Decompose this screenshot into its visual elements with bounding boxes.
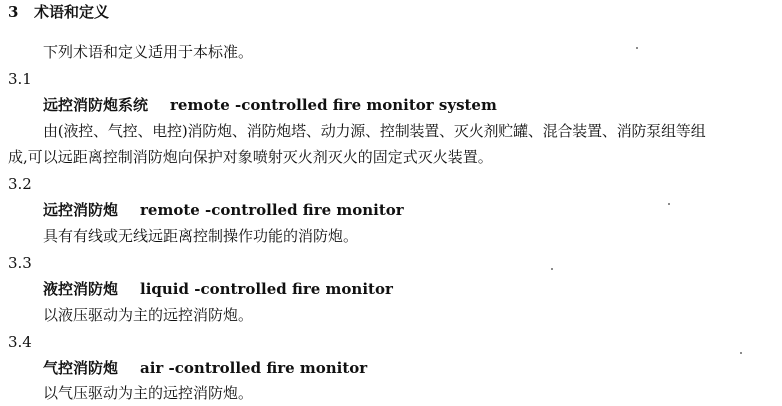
section-heading bbox=[8, 2, 109, 22]
scan-speck bbox=[740, 352, 742, 354]
clause-number-3-1: 3.1 bbox=[8, 70, 32, 88]
definition-3-1-line-1: 由(液控、气控、电控)消防炮、消防炮塔、动力源、控制装置、灭火剂贮罐、混合装置、消防泵组等组 bbox=[43, 122, 706, 140]
scan-speck bbox=[636, 47, 638, 49]
definition-3-2: 具有有线或无线远距离控制操作功能的消防炮。 bbox=[43, 227, 359, 245]
definition-3-3: 以液压驱动为主的远控消防炮。 bbox=[43, 306, 254, 324]
term-en-3-3: liquid -controlled fire monitor bbox=[140, 280, 393, 298]
clause-number-3-2: 3.2 bbox=[8, 175, 32, 193]
scan-speck bbox=[551, 268, 553, 270]
term-cn-3-1: 远控消防炮系统 bbox=[43, 96, 149, 114]
term-3-2 bbox=[43, 200, 404, 220]
term-en-3-4: air -controlled fire monitor bbox=[140, 359, 368, 377]
term-en-3-1: remote -controlled fire monitor system bbox=[170, 96, 497, 114]
clause-number-3-4: 3.4 bbox=[8, 333, 32, 351]
definition-3-4: 以气压驱动为主的远控消防炮。 bbox=[43, 384, 254, 402]
section-intro: 下列术语和定义适用于本标准。 bbox=[43, 43, 254, 61]
term-3-3 bbox=[43, 279, 393, 299]
term-cn-3-2: 远控消防炮 bbox=[43, 201, 119, 219]
term-3-1 bbox=[43, 95, 497, 115]
term-en-3-2: remote -controlled fire monitor bbox=[140, 201, 404, 219]
term-cn-3-3: 液控消防炮 bbox=[43, 280, 119, 298]
term-3-4 bbox=[43, 358, 367, 378]
clause-number-3-3: 3.3 bbox=[8, 254, 32, 272]
definition-3-1-line-2: 成,可以远距离控制消防炮向保护对象喷射灭火剂灭火的固定式灭火装置。 bbox=[8, 148, 493, 166]
term-cn-3-4: 气控消防炮 bbox=[43, 359, 119, 377]
section-title: 术语和定义 bbox=[34, 3, 110, 21]
section-number: 3 bbox=[8, 3, 19, 21]
scan-speck bbox=[668, 203, 670, 205]
